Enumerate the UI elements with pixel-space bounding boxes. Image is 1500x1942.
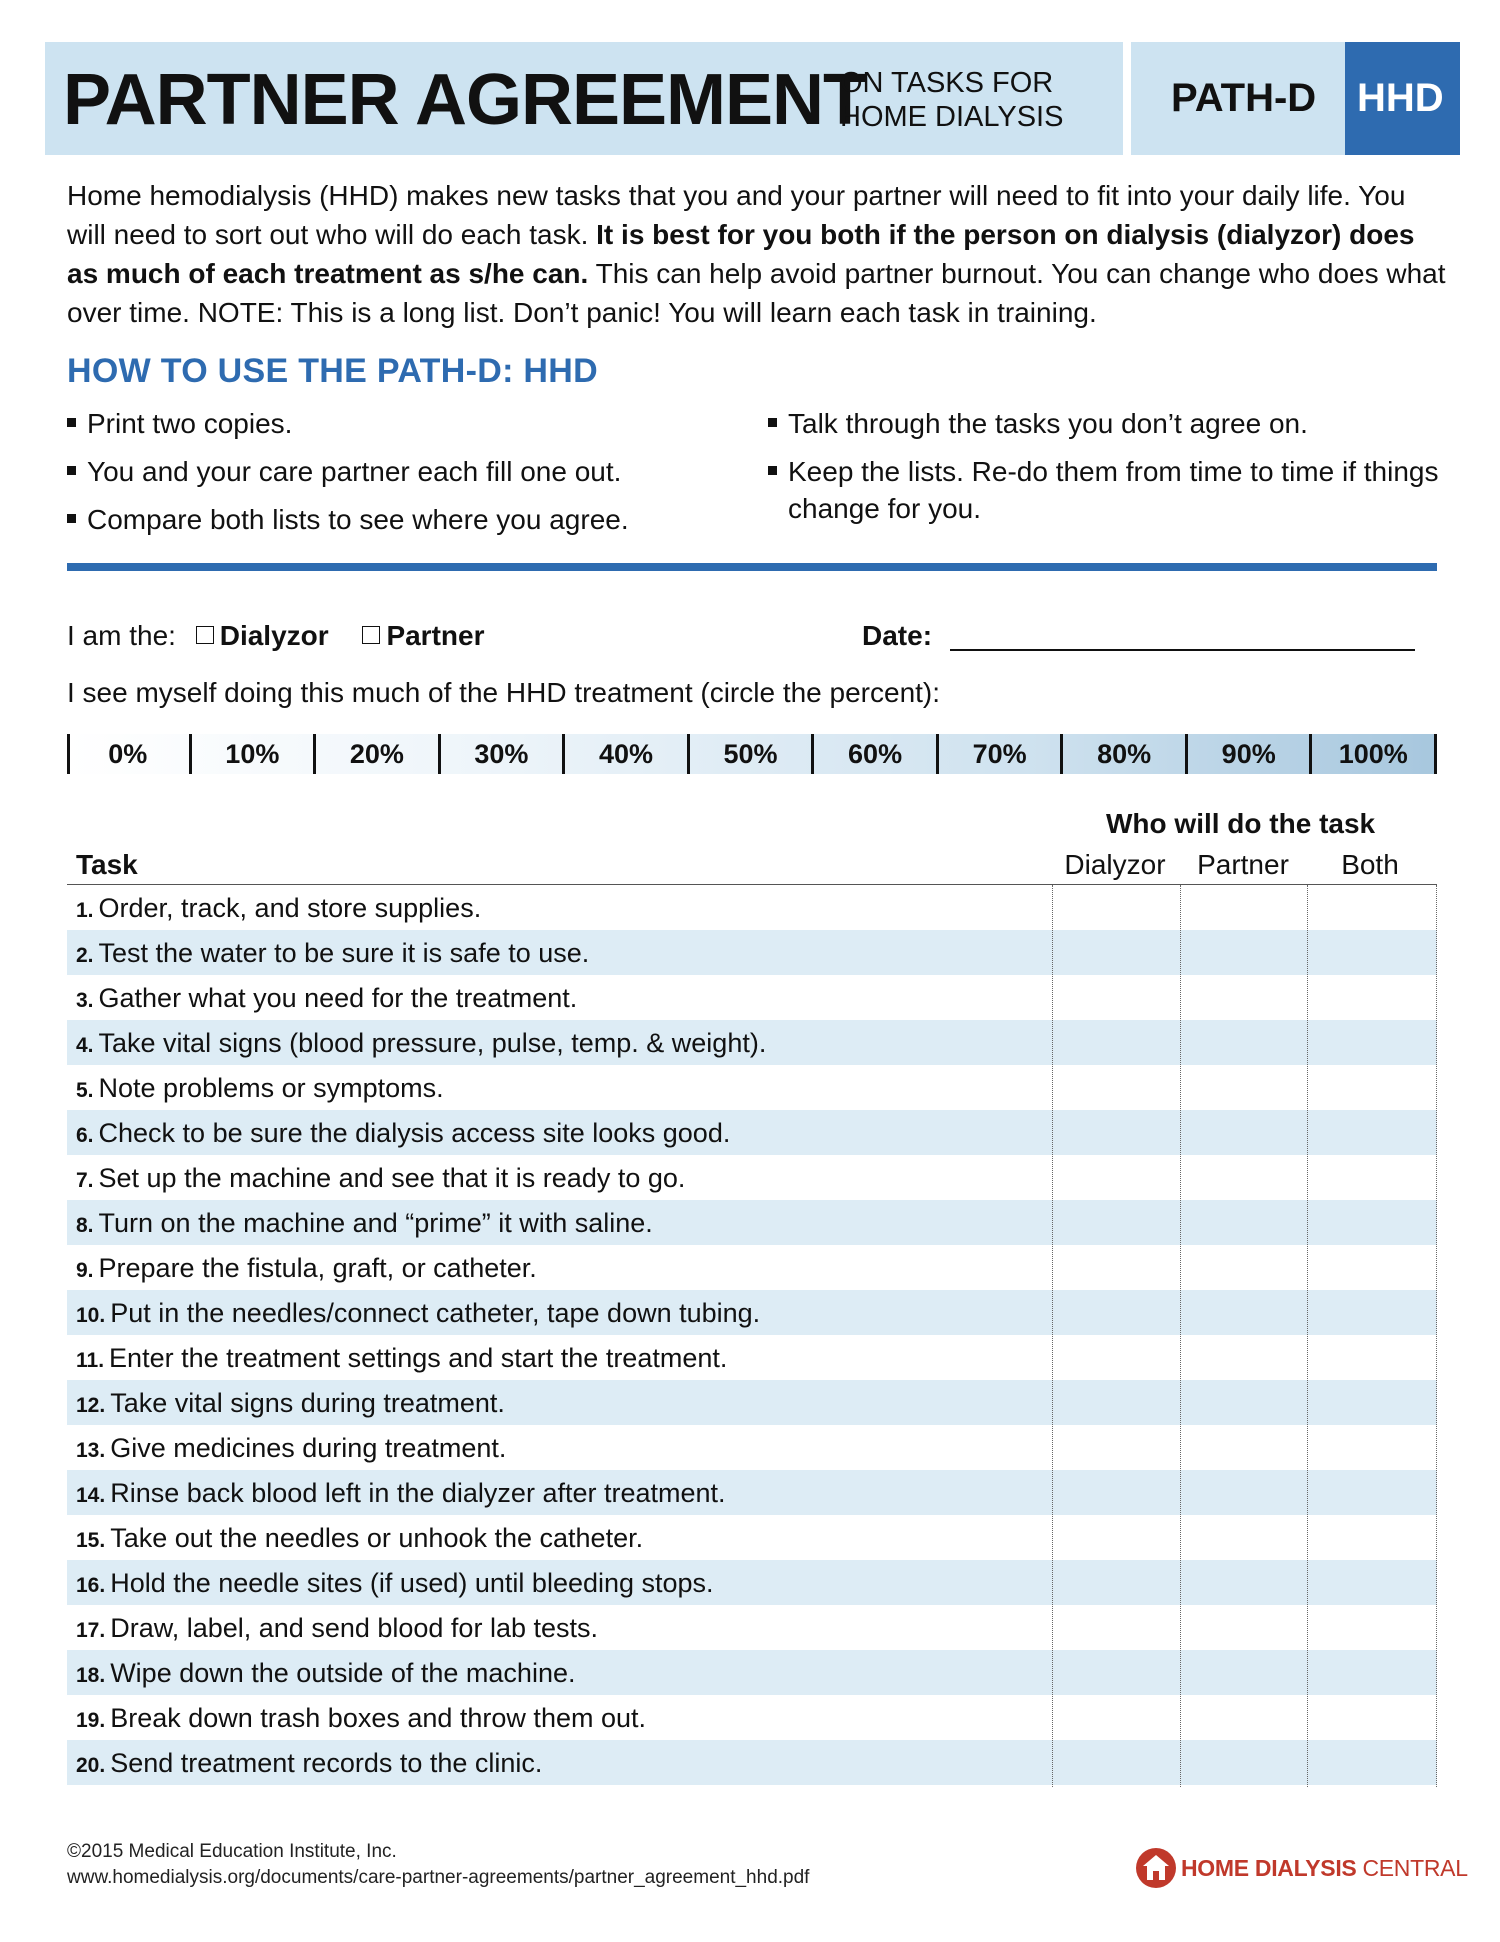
task-cell-partner[interactable] (1180, 1470, 1308, 1515)
task-cell-both[interactable] (1308, 1515, 1437, 1560)
task-description: Prepare the fistula, graft, or catheter. (98, 1253, 537, 1283)
footer-url[interactable]: www.homedialysis.org/documents/care-partner-agreements/partner_agreement_hhd.pdf (67, 1867, 810, 1888)
role-option-label: Partner (386, 620, 485, 651)
page-title: PARTNER AGREEMENT (63, 60, 867, 140)
task-cell-both[interactable] (1308, 975, 1437, 1020)
task-text (76, 1163, 685, 1194)
home-dialysis-central-logo (1136, 1848, 1468, 1888)
table-row (67, 1470, 1437, 1515)
table-row (67, 1065, 1437, 1110)
task-table (67, 885, 1437, 1785)
role-option-label: Dialyzor (219, 620, 329, 651)
task-number: 5. (76, 1079, 94, 1102)
task-text (76, 1073, 444, 1104)
task-cell-dialyzor[interactable] (1052, 1335, 1180, 1380)
logo-text-bold: HOME DIALYSIS (1181, 1854, 1357, 1881)
task-number: 15. (76, 1529, 106, 1552)
task-description: Rinse back blood left in the dialyzer after treatment. (110, 1478, 726, 1508)
task-text (76, 1478, 726, 1509)
logo-text-light: CENTRAL (1362, 1854, 1468, 1881)
scale-left-edge (67, 734, 70, 774)
column-divider (1052, 885, 1053, 1787)
intro-bold-text: It is best for you both if the person on dialysis (dialyzor) does as much of each treatment as s/he can. (67, 219, 1415, 289)
task-cell-partner[interactable] (1180, 1290, 1308, 1335)
task-cell-both[interactable] (1308, 1200, 1437, 1245)
task-cell-partner[interactable] (1180, 1245, 1308, 1290)
howto-item-text: Print two copies. (87, 408, 293, 439)
task-cell-dialyzor[interactable] (1052, 1155, 1180, 1200)
task-cell-both[interactable] (1308, 1290, 1437, 1335)
checkbox-icon[interactable] (196, 626, 214, 644)
howto-item-text: Keep the lists. Re-do them from time to time if things change for you. (788, 456, 1439, 524)
task-cell-partner[interactable] (1180, 1740, 1308, 1785)
percent-option[interactable]: 50% (690, 734, 815, 774)
task-cell-both[interactable] (1308, 1335, 1437, 1380)
task-description: Check to be sure the dialysis access site looks good. (98, 1118, 731, 1148)
task-number: 3. (76, 989, 94, 1012)
task-cell-partner[interactable] (1180, 1065, 1308, 1110)
percent-option[interactable]: 10% (192, 734, 317, 774)
task-cell-partner[interactable] (1180, 1155, 1308, 1200)
path-label: PATH-D (1171, 76, 1317, 120)
task-cell-dialyzor[interactable] (1052, 1740, 1180, 1785)
hhd-badge (1345, 42, 1460, 155)
howto-item-text: You and your care partner each fill one out. (87, 456, 622, 487)
task-cell-dialyzor[interactable] (1052, 1020, 1180, 1065)
percent-option[interactable]: 100% (1312, 734, 1437, 774)
task-description: Draw, label, and send blood for lab tests. (110, 1613, 598, 1643)
table-row (67, 1695, 1437, 1740)
task-text (76, 1433, 506, 1464)
house-icon (1136, 1848, 1176, 1888)
howto-heading: HOW TO USE THE PATH-D: HHD (67, 352, 598, 390)
role-option-partner[interactable] (362, 620, 484, 652)
task-text (76, 1613, 598, 1644)
task-cell-dialyzor[interactable] (1052, 1200, 1180, 1245)
percent-option[interactable]: 90% (1188, 734, 1313, 774)
task-number: 13. (76, 1439, 106, 1462)
task-cell-dialyzor[interactable] (1052, 1425, 1180, 1470)
column-divider (1307, 885, 1308, 1787)
percent-option[interactable]: 70% (939, 734, 1064, 774)
task-text (76, 983, 577, 1014)
task-cell-dialyzor[interactable] (1052, 1515, 1180, 1560)
bullet-square-icon (768, 418, 777, 427)
role-option-dialyzor[interactable] (196, 620, 329, 652)
task-description: Put in the needles/connect catheter, tape down tubing. (110, 1298, 761, 1328)
footer-text (67, 1839, 809, 1891)
task-number: 10. (76, 1304, 106, 1327)
task-cell-dialyzor[interactable] (1052, 1380, 1180, 1425)
bullet-square-icon (67, 514, 76, 523)
bullet-square-icon (768, 466, 777, 475)
task-text (76, 1388, 505, 1419)
task-cell-partner[interactable] (1180, 1110, 1308, 1155)
table-row (67, 975, 1437, 1020)
howto-item-text: Talk through the tasks you don’t agree on. (788, 408, 1308, 439)
table-row (67, 930, 1437, 975)
task-number: 12. (76, 1394, 106, 1417)
task-cell-both[interactable] (1308, 1020, 1437, 1065)
task-cell-partner[interactable] (1180, 1560, 1308, 1605)
task-text (76, 1208, 653, 1239)
task-number: 6. (76, 1124, 94, 1147)
task-number: 16. (76, 1574, 106, 1597)
column-divider (1436, 885, 1437, 1787)
howto-list-left (67, 405, 747, 549)
task-number: 14. (76, 1484, 106, 1507)
task-description: Enter the treatment settings and start the treatment. (109, 1343, 728, 1373)
task-cell-both[interactable] (1308, 885, 1437, 930)
task-cell-dialyzor[interactable] (1052, 1695, 1180, 1740)
task-number: 11. (76, 1349, 105, 1372)
howto-item (67, 501, 747, 538)
percent-option[interactable]: 0% (67, 734, 192, 774)
intro-text-2: This can help avoid partner burnout. You can change who does what over time. NOTE: This is a long list. Don’t panic! You will learn each task in training. (67, 258, 1446, 328)
task-number: 2. (76, 944, 94, 967)
task-description: Wipe down the outside of the machine. (110, 1658, 576, 1688)
header-banner (45, 42, 1123, 155)
percent-option[interactable]: 60% (814, 734, 939, 774)
table-row (67, 1380, 1437, 1425)
dialyzor-column-header: Dialyzor (1064, 849, 1166, 880)
task-cell-dialyzor[interactable] (1052, 1065, 1180, 1110)
percent-option[interactable]: 20% (316, 734, 441, 774)
howto-list-right (768, 405, 1448, 538)
task-cell-both[interactable] (1308, 1695, 1437, 1740)
task-cell-both[interactable] (1308, 1605, 1437, 1650)
task-text (76, 1748, 542, 1779)
task-cell-partner[interactable] (1180, 1020, 1308, 1065)
task-text (76, 1658, 575, 1689)
subtitle-line-1: ON TASKS FOR (840, 67, 1054, 99)
role-label: I am the: (67, 620, 176, 651)
copyright: ©2015 Medical Education Institute, Inc. (67, 1841, 397, 1862)
page-subtitle (840, 66, 1063, 134)
table-row (67, 1740, 1437, 1785)
checkbox-icon[interactable] (362, 626, 380, 644)
percent-scale (67, 734, 1437, 774)
task-cell-both[interactable] (1308, 1155, 1437, 1200)
task-cell-both[interactable] (1308, 1470, 1437, 1515)
task-description: Take out the needles or unhook the catheter. (110, 1523, 644, 1553)
subtitle-line-2: HOME DIALYSIS (840, 101, 1064, 133)
task-cell-both[interactable] (1308, 1110, 1437, 1155)
task-description: Set up the machine and see that it is ready to go. (98, 1163, 686, 1193)
task-description: Take vital signs (blood pressure, pulse, temp. & weight). (98, 1028, 767, 1058)
task-number: 8. (76, 1214, 94, 1237)
table-row (67, 1200, 1437, 1245)
task-cell-partner[interactable] (1180, 1425, 1308, 1470)
task-description: Note problems or symptoms. (98, 1073, 444, 1103)
task-text (76, 1523, 643, 1554)
table-row (67, 1020, 1437, 1065)
table-row (67, 1155, 1437, 1200)
task-cell-both[interactable] (1308, 1740, 1437, 1785)
who-header: Who will do the task (1106, 808, 1376, 839)
task-text (76, 1343, 727, 1374)
task-number: 17. (76, 1619, 106, 1642)
column-divider (1180, 885, 1181, 1787)
task-cell-dialyzor[interactable] (1052, 1650, 1180, 1695)
howto-item (768, 405, 1448, 442)
task-text (76, 1298, 760, 1329)
table-row (67, 885, 1437, 930)
task-cell-dialyzor[interactable] (1052, 1605, 1180, 1650)
task-text (76, 938, 589, 969)
task-cell-both[interactable] (1308, 1065, 1437, 1110)
table-row (67, 1650, 1437, 1695)
table-row (67, 1605, 1437, 1650)
task-cell-partner[interactable] (1180, 1380, 1308, 1425)
percent-option[interactable]: 80% (1063, 734, 1188, 774)
table-row (67, 1290, 1437, 1335)
task-cell-partner[interactable] (1180, 885, 1308, 930)
task-number: 9. (76, 1259, 94, 1282)
task-cell-both[interactable] (1308, 1650, 1437, 1695)
bullet-square-icon (67, 418, 76, 427)
task-cell-partner[interactable] (1180, 1200, 1308, 1245)
task-cell-dialyzor[interactable] (1052, 1470, 1180, 1515)
howto-item (768, 453, 1448, 527)
intro-paragraph (67, 176, 1447, 332)
task-text (76, 1118, 730, 1149)
task-number: 7. (76, 1169, 94, 1192)
task-cell-both[interactable] (1308, 930, 1437, 975)
howto-item (67, 453, 747, 490)
table-row (67, 1560, 1437, 1605)
hhd-badge-text: HHD (1357, 76, 1444, 120)
task-text (76, 1568, 714, 1599)
task-description: Give medicines during treatment. (110, 1433, 507, 1463)
task-cell-dialyzor[interactable] (1052, 975, 1180, 1020)
percent-instructions: I see myself doing this much of the HHD treatment (circle the percent): (67, 677, 941, 708)
task-text (76, 1253, 537, 1284)
task-number: 1. (76, 899, 94, 922)
task-description: Take vital signs during treatment. (110, 1388, 505, 1418)
percent-option[interactable]: 30% (441, 734, 566, 774)
task-cell-partner[interactable] (1180, 1335, 1308, 1380)
howto-item-text: Compare both lists to see where you agree. (87, 504, 629, 535)
table-row (67, 1110, 1437, 1155)
task-text (76, 1028, 766, 1059)
task-cell-dialyzor[interactable] (1052, 885, 1180, 930)
task-column-header: Task (76, 849, 138, 880)
task-description: Order, track, and store supplies. (98, 893, 482, 923)
task-text (76, 893, 481, 924)
partner-column-header: Partner (1197, 849, 1289, 880)
task-cell-partner[interactable] (1180, 1695, 1308, 1740)
table-row (67, 1425, 1437, 1470)
task-description: Send treatment records to the clinic. (110, 1748, 543, 1778)
task-cell-partner[interactable] (1180, 1515, 1308, 1560)
bullet-square-icon (67, 466, 76, 475)
table-row (67, 1515, 1437, 1560)
task-number: 4. (76, 1034, 94, 1057)
task-number: 20. (76, 1754, 106, 1777)
path-label-box (1131, 42, 1345, 155)
table-row (67, 1245, 1437, 1290)
task-cell-partner[interactable] (1180, 1650, 1308, 1695)
task-description: Hold the needle sites (if used) until bleeding stops. (110, 1568, 714, 1598)
task-cell-dialyzor[interactable] (1052, 1560, 1180, 1605)
task-description: Break down trash boxes and throw them out. (110, 1703, 646, 1733)
task-cell-partner[interactable] (1180, 930, 1308, 975)
task-number: 18. (76, 1664, 106, 1687)
task-number: 19. (76, 1709, 106, 1732)
task-cell-dialyzor[interactable] (1052, 1245, 1180, 1290)
date-label: Date: (862, 620, 933, 651)
task-cell-both[interactable] (1308, 1380, 1437, 1425)
task-cell-dialyzor[interactable] (1052, 1290, 1180, 1335)
task-cell-partner[interactable] (1180, 975, 1308, 1020)
both-column-header: Both (1341, 849, 1399, 880)
task-cell-both[interactable] (1308, 1425, 1437, 1470)
task-cell-both[interactable] (1308, 1245, 1437, 1290)
section-divider (67, 563, 1437, 571)
task-description: Test the water to be sure it is safe to use. (98, 938, 590, 968)
task-cell-dialyzor[interactable] (1052, 1110, 1180, 1155)
howto-item (67, 405, 747, 442)
role-selector (67, 620, 510, 652)
date-field[interactable] (950, 649, 1415, 651)
task-cell-dialyzor[interactable] (1052, 930, 1180, 975)
task-cell-both[interactable] (1308, 1560, 1437, 1605)
percent-option[interactable]: 40% (565, 734, 690, 774)
task-cell-partner[interactable] (1180, 1605, 1308, 1650)
table-row (67, 1335, 1437, 1380)
task-description: Turn on the machine and “prime” it with saline. (98, 1208, 653, 1238)
task-description: Gather what you need for the treatment. (98, 983, 578, 1013)
intro-text-1: Home hemodialysis (HHD) makes new tasks that you and your partner will need to fit into your daily life. You will need to sort out who will do each task. (67, 180, 1406, 250)
task-text (76, 1703, 646, 1734)
